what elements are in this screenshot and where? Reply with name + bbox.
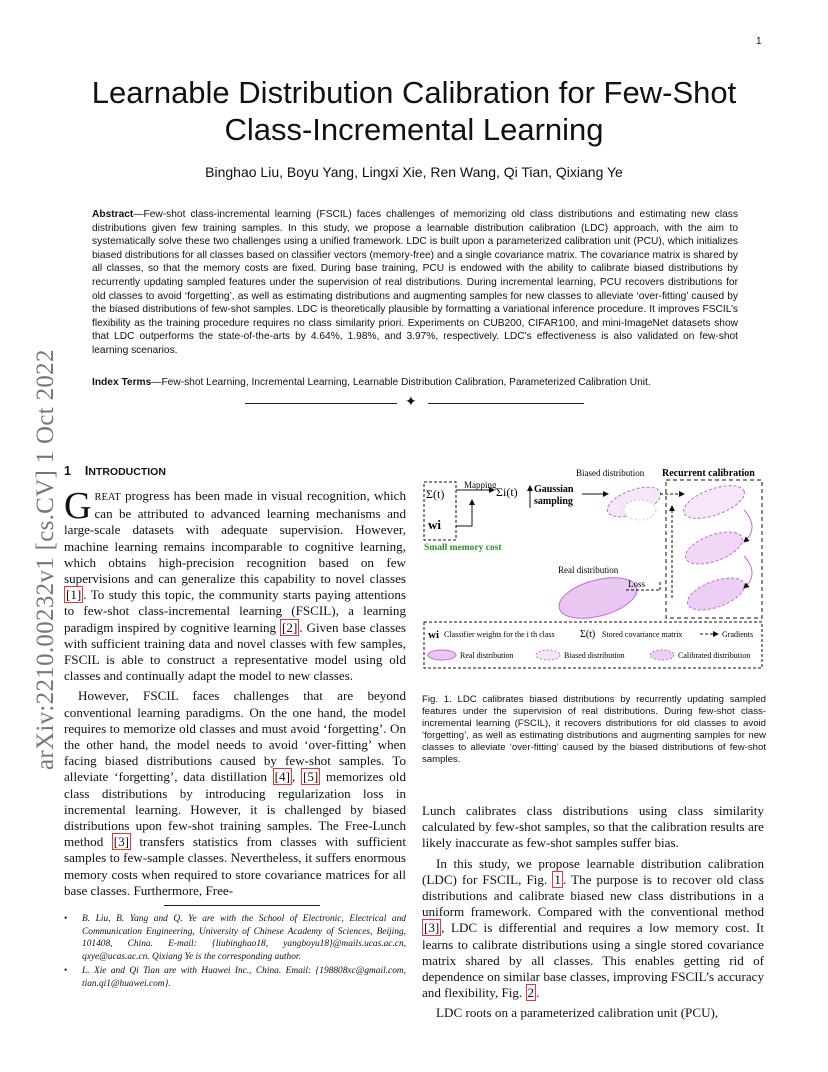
index-terms-label: Index Terms: [92, 377, 152, 388]
right-text: , LDC is differential and requires a low memory cost. It learns to calibrate distributions using a single stored covariance matrix shared by all classes. This enables getting rid of dependence on similar base classes, improving FSCIL’s accuracy and flexibility, Fig.: [422, 920, 764, 1001]
paper-title: Learnable Distribution Calibration for Few-Shot Class-Incremental Learning: [91, 75, 737, 147]
sigma-i-label: Σi(t): [496, 485, 518, 499]
legend-calibrated-text: Calibrated distribution: [678, 651, 751, 660]
separator-diamond-icon: ✦: [405, 395, 417, 410]
w-i-label: wi: [428, 517, 441, 532]
small-memory-label: Small memory cost: [424, 543, 502, 553]
legend-real-swatch: [428, 650, 456, 660]
intro-text: . Given base classes with sufficient training data and novel classes with few samples, FSCIL is able to construct a representative model using old classes and continually adapt the model to new classes.: [64, 619, 407, 684]
sigma-t-label: Σ(t): [426, 487, 445, 501]
recurrent-arrow: [744, 556, 752, 588]
section-title-rest: NTRODUCTION: [88, 466, 166, 478]
index-terms-text: —Few-shot Learning, Incremental Learning, Learnable Distribution Calibration, Parameterized Calibration Unit.: [151, 377, 651, 388]
arxiv-identifier-text: arXiv:2210.00232v1 [cs.CV] 1 Oct 2022: [32, 349, 59, 770]
figure-caption: Fig. 1. LDC calibrates biased distributions by recurrently updating sampled features under the supervision of real distributions. During few-shot class-incremental learning (FSCIL), it recovers distributions for old classes to avoid ‘forgetting’, as well as estimating distributions and augmenting samples for new classes to alleviate ‘over-fitting’ caused by the biased distributions of few-shot samples.: [422, 694, 766, 766]
right-text: In this study, we propose learnable distribution calibration (LDC) for FSCIL, Fig.: [422, 855, 764, 887]
drop-cap: G: [64, 485, 92, 527]
intro-left-column: [64, 485, 407, 899]
citation-link[interactable]: [4]: [274, 769, 290, 785]
separator-line-right: [428, 403, 584, 404]
biased-ellipse-inner: [624, 500, 656, 520]
abstract-text: —Few-shot class-incremental learning (FSCIL) faces challenges of memorizing old class distributions and estimating new class distributions given few training samples. In this study, we propose a learnable distribution calibration (LDC) approach, with the aim to systematically solve these two challenges using a unified framework. LDC is built upon a parameterized calibration unit (PCU), which initializes biased distributions for all classes based on classifier vectors (memory-free) and a single covariance matrix. The covariance matrix is shared by all classes, so that the memory costs are fixed. During base training, PCU is endowed with the ability to calibrate biased distributions by recurrently updating sampled features under the supervision of real distributions. During incremental learning, PCU recovers distributions for old classes to avoid ‘forgetting’, as well as estimating distributions and augmenting samples for new classes to alleviate ‘over-fitting’ caused by the biased distributions of few-shot samples. LDC is theoretically plausible by formatting a variational inference procedure. It improves FSCIL’s flexibility as the training procedure requires no class similarity priori. Experiments on CUB200, CIFAR100, and mini-ImageNet datasets show that LDC outperforms the state-of-the-arts by 4.64%, 1.98%, and 3.97%, respectively. LDC’s effectiveness is also validated on few-shot learning scenarios.: [92, 209, 738, 356]
legend-biased-text: Biased distribution: [564, 651, 625, 660]
right-paragraph-2: [422, 856, 764, 1002]
legend-w-text: Classifier weights for the i th class: [444, 630, 555, 639]
legend-real-text: Real distribution: [460, 651, 514, 660]
figure-ref-link[interactable]: 1: [554, 871, 561, 887]
figure-diagram: [422, 462, 766, 670]
real-distribution-title: Real distribution: [558, 565, 619, 575]
intro-text: . To study this topic, the community starts paying attentions to few-shot class-incremental learning (FSCIL), a learning paradigm inspired by cognitive learning: [64, 587, 406, 635]
recurrent-arrow: [744, 510, 752, 542]
loss-label: Loss: [628, 579, 646, 589]
abstract: [92, 208, 738, 358]
footnote-rule: [164, 905, 320, 906]
calibrated-ellipse: [683, 572, 748, 617]
footnotes: [64, 913, 406, 993]
figure-1: [422, 462, 766, 670]
intro-right-column: [422, 803, 764, 1022]
figure-ref-link[interactable]: 2: [527, 985, 535, 1001]
intro-paragraph-2: [64, 688, 406, 899]
footnote-text: L. Xie and Qi Tian are with Huawei Inc., China. Email: {198808xc@gmail.com, tian.qi1@huawei.com}.: [82, 966, 406, 989]
citation-link[interactable]: [1]: [66, 587, 82, 603]
intro-text: memorizes old class distributions by introducing regularization loss in incremental learning. However, it is challenged by biased distributions upon few-shot training samples. The Free-Lunch method: [64, 769, 406, 850]
legend-gradients-text: Gradients: [722, 630, 754, 639]
author-list: Binghao Liu, Boyu Yang, Lingxi Xie, Ren Wang, Qi Tian, Qixiang Ye: [205, 164, 623, 180]
legend-sigma-text: Stored covariance matrix: [602, 630, 683, 639]
footnote-item: [64, 965, 406, 990]
legend-biased-swatch: [536, 650, 560, 660]
section-initial: I: [84, 464, 89, 478]
section-heading: [64, 464, 166, 478]
index-terms: [92, 376, 738, 390]
intro-text: However, FSCIL faces challenges that are beyond conventional learning paradigms. On the one hand, the model requires to memorize old classes and must avoid ‘forgetting’. On the other hand, the model needs to avoid ‘over-fitting’ when facing biased distributions caused by few-shot samples. To alleviate ‘forgetting’, data distillation: [64, 688, 406, 785]
section-number: 1: [64, 464, 71, 478]
separator-line-left: [245, 403, 397, 404]
citation-link[interactable]: [3]: [113, 834, 129, 850]
intro-text: transfers statistics from classes with sufficient samples to few-sample classes. Nevertheless, it suffers enormous memory costs when required to store covariance matrices for all base classes. Furthermore, Free-: [64, 834, 406, 898]
sampling-label: sampling: [534, 496, 573, 507]
w-to-sigma-arrow: [456, 500, 472, 526]
intro-paragraph-1: [64, 485, 407, 684]
calibrated-ellipse: [681, 526, 746, 571]
bullet-icon: •: [64, 914, 68, 924]
calibrated-ellipse: [679, 479, 748, 525]
citation-link[interactable]: [3]: [424, 920, 440, 936]
right-paragraph-3: LDC roots on a parameterized calibration unit (PCU),: [436, 1005, 719, 1021]
gaussian-label: Gaussian: [534, 484, 574, 495]
intro-text: progress has been made in visual recognition, which can be attributed to advanced learning mechanisms and large-scale datasets with adequate supervision. However, machine learning remains incomparable to cognitive learning, which obtains high-precision recognition based on few supervisions and can generalize this capability to novel classes: [64, 488, 406, 587]
intro-text: ,: [291, 769, 301, 785]
page-number: 1: [756, 36, 762, 47]
biased-distribution-title: Biased distribution: [576, 468, 645, 478]
footnote-item: [64, 913, 406, 963]
mapping-label: Mapping: [464, 480, 497, 490]
footnote-text: B. Liu, B. Yang and Q. Ye are with the School of Electronic, Electrical and Communication Engineering, University of Chinese Academy of Sciences, Beijing, 101408, China. E-mail: {liubinghao18, yangboyu18}@mails.ucas.ac.cn, qxye@ucas.ac.cn. Qixiang Ye is the corresponding author.: [82, 914, 406, 962]
recurrent-calibration-title: Recurrent calibration: [662, 468, 755, 479]
smallcaps-lead: REAT: [94, 492, 121, 503]
right-text: .: [536, 985, 540, 1001]
legend-calibrated-swatch: [650, 650, 674, 660]
right-paragraph-1: Lunch calibrates class distributions using class similarity calculated by few-shot samples, so that the calibration results are likely inaccurate as few-shot samples suffer bias.: [422, 803, 764, 851]
right-text: . The purpose is to recover old class distributions and calibrate biased new class distributions in a uniform framework. Compared with the conventional method: [422, 871, 764, 920]
citation-link[interactable]: [2]: [282, 619, 298, 635]
citation-link[interactable]: [5]: [302, 769, 319, 785]
abstract-label: Abstract: [92, 209, 134, 220]
legend-w-symbol: wi: [428, 629, 439, 641]
bullet-icon: •: [64, 966, 68, 977]
legend-sigma-symbol: Σ(t): [580, 629, 596, 640]
